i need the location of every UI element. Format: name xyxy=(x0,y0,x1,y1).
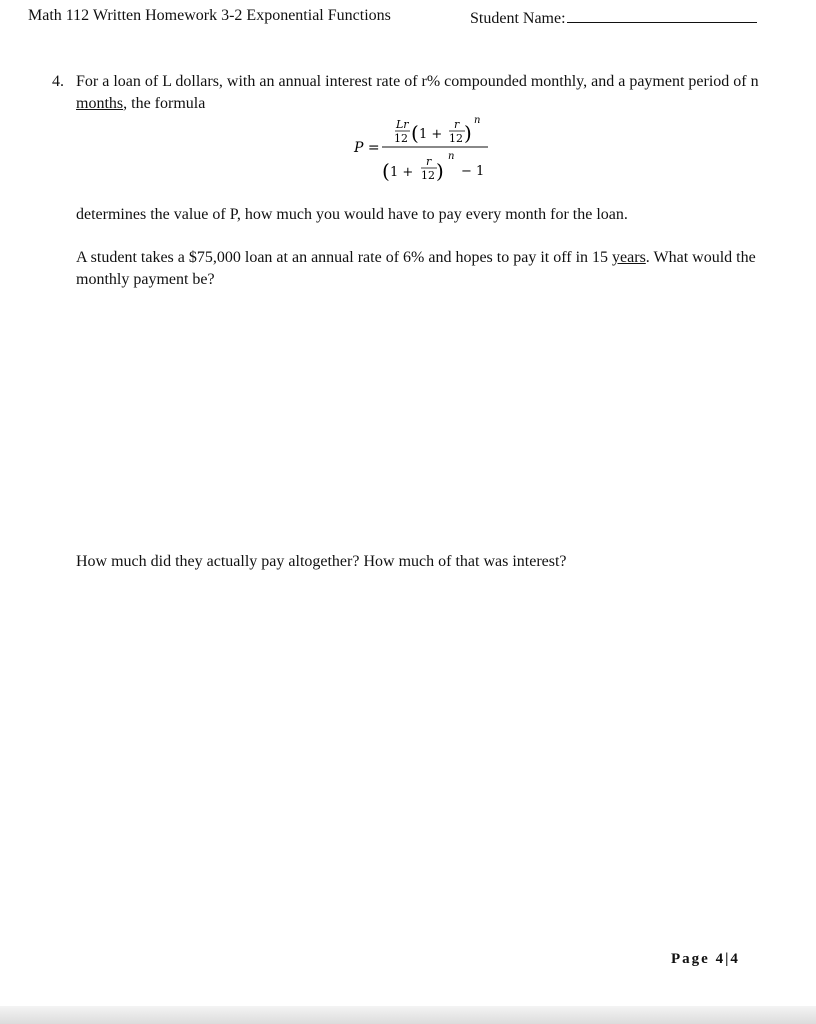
problem-number: 4. xyxy=(52,73,64,90)
student-name-field xyxy=(470,7,757,28)
page-bottom-edge xyxy=(0,1006,816,1024)
formula-lhs: P = xyxy=(354,140,380,156)
scenario-underlined-years: years xyxy=(612,249,646,266)
formula-den-exp-n: n xyxy=(448,151,455,162)
intro-text-2: , the formula xyxy=(123,95,206,112)
loan-payment-formula xyxy=(350,114,500,186)
formula-num-open-paren: ( xyxy=(411,121,419,145)
formula-num-lr: Lr xyxy=(396,118,409,131)
formula-den-r: r xyxy=(426,155,432,168)
formula-num-r: r xyxy=(454,118,460,131)
student-name-blank xyxy=(567,7,757,23)
problem-4 xyxy=(52,71,762,115)
problem-intro xyxy=(76,71,762,115)
followup-question: How much did they actually pay altogether? How much of that was interest? xyxy=(76,553,567,570)
page-number: Page 4|4 xyxy=(671,951,740,967)
formula-den-open-paren: ( xyxy=(382,159,390,183)
course-title: Math 112 Written Homework 3-2 Exponential Functions xyxy=(28,7,391,24)
intro-text-1: For a loan of L dollars, with an annual interest rate of r% compounded monthly, and a payment period of n xyxy=(76,73,759,90)
formula-num-exp-n: n xyxy=(474,115,481,126)
student-name-label: Student Name: xyxy=(470,10,566,27)
formula-den-minus-one: − 1 xyxy=(461,164,485,179)
formula-num-close-paren: ) xyxy=(464,121,472,145)
formula-graphic xyxy=(350,114,500,186)
intro-underlined-months: months xyxy=(76,95,124,112)
determines-text: determines the value of P, how much you would have to pay every month for the loan. xyxy=(76,206,628,223)
formula-num-one-plus: 1 + xyxy=(419,127,443,142)
formula-num-12a: 12 xyxy=(394,132,408,145)
scenario-text-2: . What would the monthly payment be? xyxy=(76,249,756,288)
scenario-text-1: A student takes a $75,000 loan at an annual rate of 6% and hopes to pay it off in 15 xyxy=(76,249,613,266)
formula-den-one-plus: 1 + xyxy=(390,165,414,180)
formula-den-12: 12 xyxy=(421,169,435,182)
scenario-text xyxy=(76,247,766,291)
formula-den-close-paren: ) xyxy=(436,159,444,183)
formula-num-12b: 12 xyxy=(449,132,463,145)
